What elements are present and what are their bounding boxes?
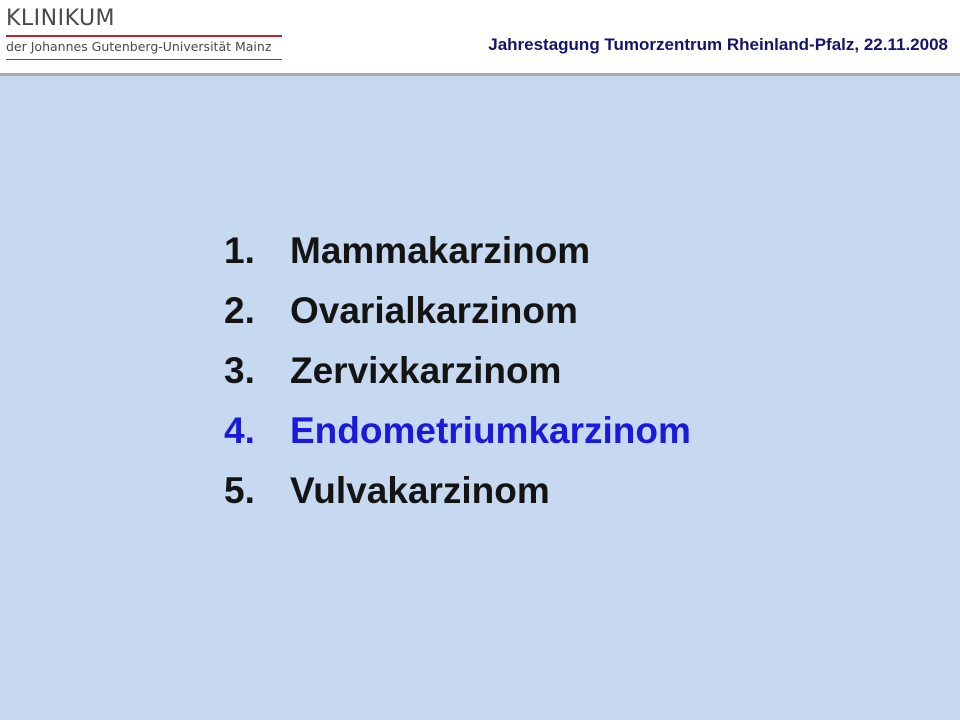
event-title: Jahrestagung Tumorzentrum Rheinland-Pfalz, 22.11.2008 <box>488 35 948 54</box>
topic-number: 1. <box>224 230 255 271</box>
klinikum-logo <box>6 6 284 64</box>
header-bar <box>0 0 960 76</box>
topic-label: Vulvakarzinom <box>290 470 550 511</box>
topic-number: 3. <box>224 350 255 391</box>
logo-title: KLINIKUM <box>6 6 116 31</box>
topic-item <box>224 350 691 410</box>
topic-list <box>224 230 691 530</box>
logo-subtitle: der Johannes Gutenberg-Universität Mainz <box>6 39 272 54</box>
topic-number: 2. <box>224 290 255 331</box>
topic-label: Endometriumkarzinom <box>290 410 691 451</box>
topic-item-highlighted <box>224 410 691 470</box>
topic-label: Zervixkarzinom <box>290 350 562 391</box>
topic-number: 5. <box>224 470 255 511</box>
topic-label: Ovarialkarzinom <box>290 290 578 331</box>
logo-rule <box>6 35 282 37</box>
logo-rule-bottom <box>6 59 282 60</box>
topic-item <box>224 470 691 530</box>
topic-item <box>224 290 691 350</box>
topic-item <box>224 230 691 290</box>
topic-label: Mammakarzinom <box>290 230 591 271</box>
topic-number: 4. <box>224 410 255 451</box>
